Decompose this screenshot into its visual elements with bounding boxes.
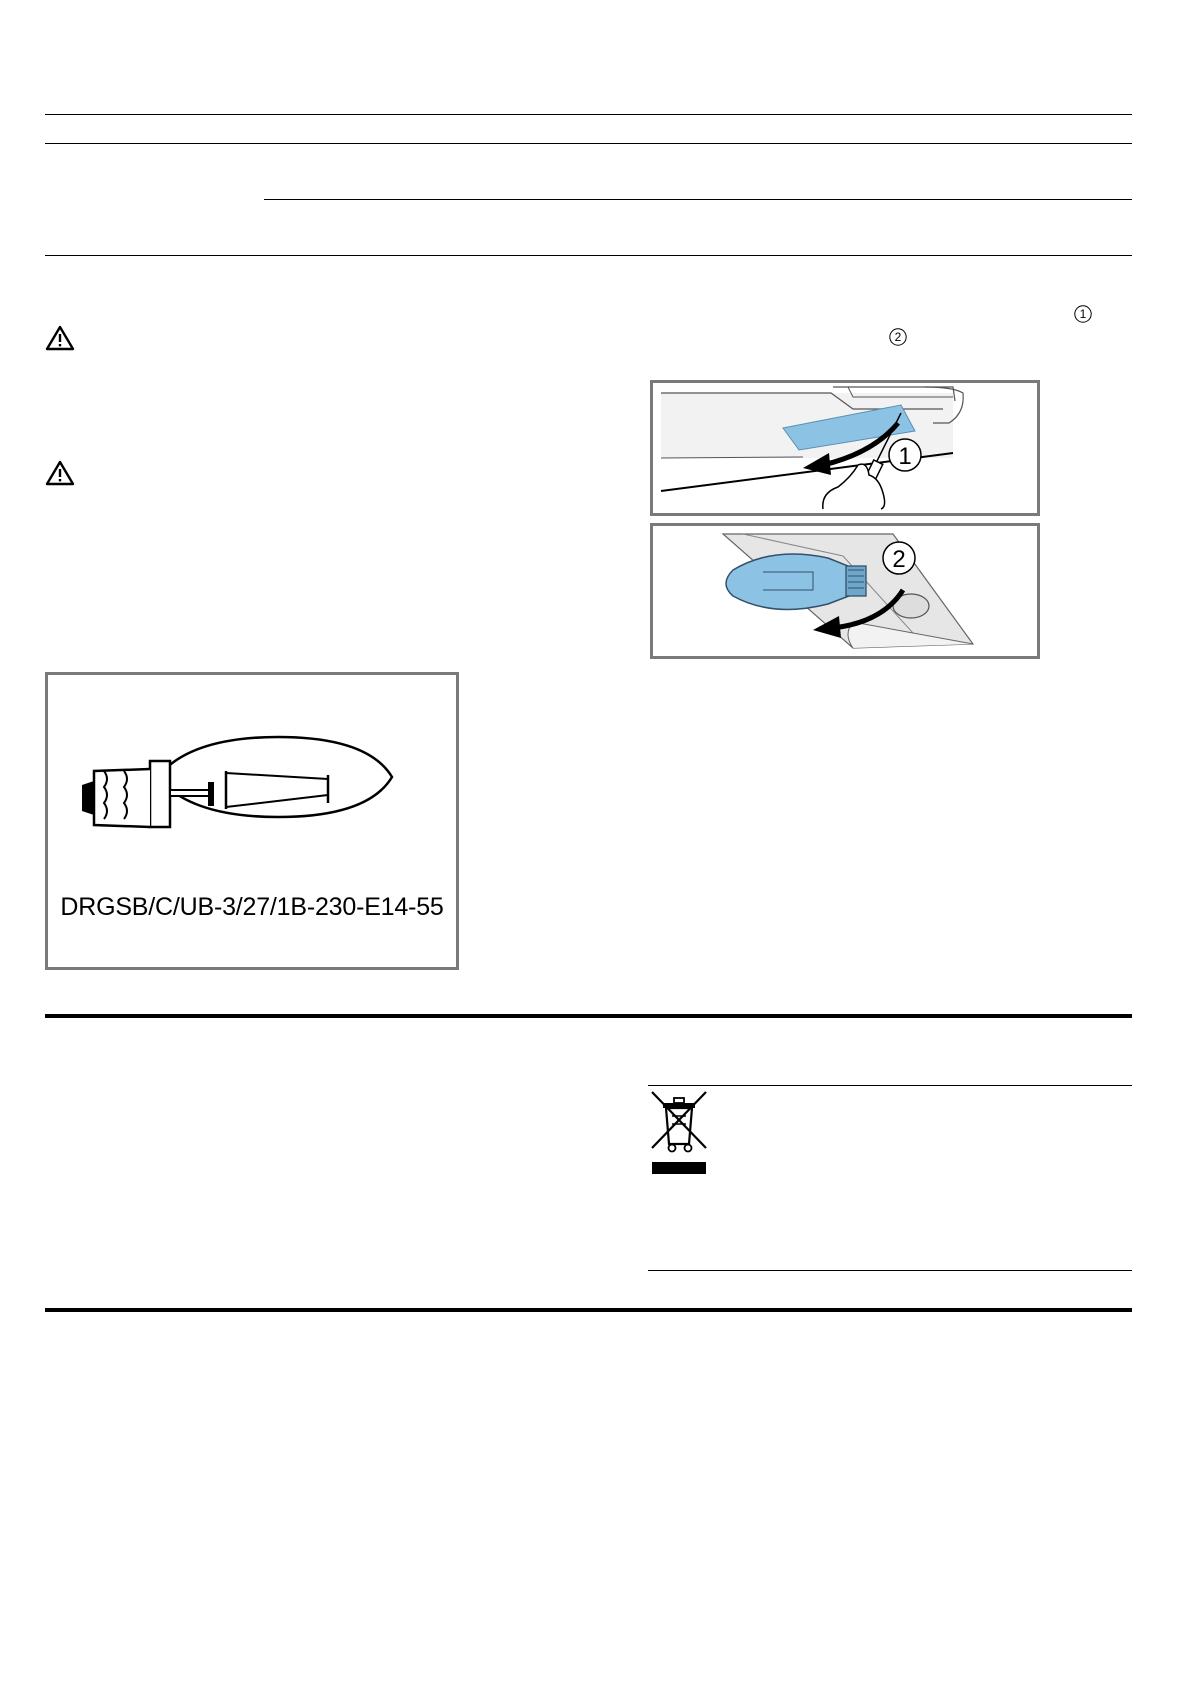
warning-triangle-icon: [45, 460, 75, 486]
remove-cover-illustration: [653, 383, 1037, 513]
warning-triangle-icon: [45, 325, 75, 351]
table-rule-1: [45, 143, 1132, 144]
step-1-number: 1: [1079, 307, 1087, 322]
bulb-illustration: [48, 675, 456, 875]
step-2-marker: [888, 327, 908, 347]
step-2-number: 2: [894, 330, 902, 345]
bulb-type-caption: DRGSB/C/UB-3/27/1B-230-E14-55: [60, 893, 444, 921]
figure-bulb-spec: [45, 672, 459, 970]
figure-1-callout: 1: [898, 443, 912, 470]
disposal-box-top-rule: [648, 1085, 1132, 1086]
step-1-marker: [1073, 304, 1093, 324]
figure-2-callout: 2: [892, 546, 906, 573]
table-rule-2: [264, 199, 1132, 200]
disposal-box-bottom-rule: [648, 1270, 1132, 1271]
figure-unscrew-bulb: [650, 523, 1040, 659]
table-bottom-rule: [45, 255, 1132, 256]
section-separator-bottom: [45, 1308, 1132, 1312]
table-top-rule: [45, 114, 1132, 115]
figure-remove-cover: [650, 380, 1040, 516]
crossed-out-wheelie-bin-icon: [648, 1088, 710, 1176]
unscrew-bulb-illustration: [653, 526, 1037, 656]
section-separator-top: [45, 1014, 1132, 1018]
